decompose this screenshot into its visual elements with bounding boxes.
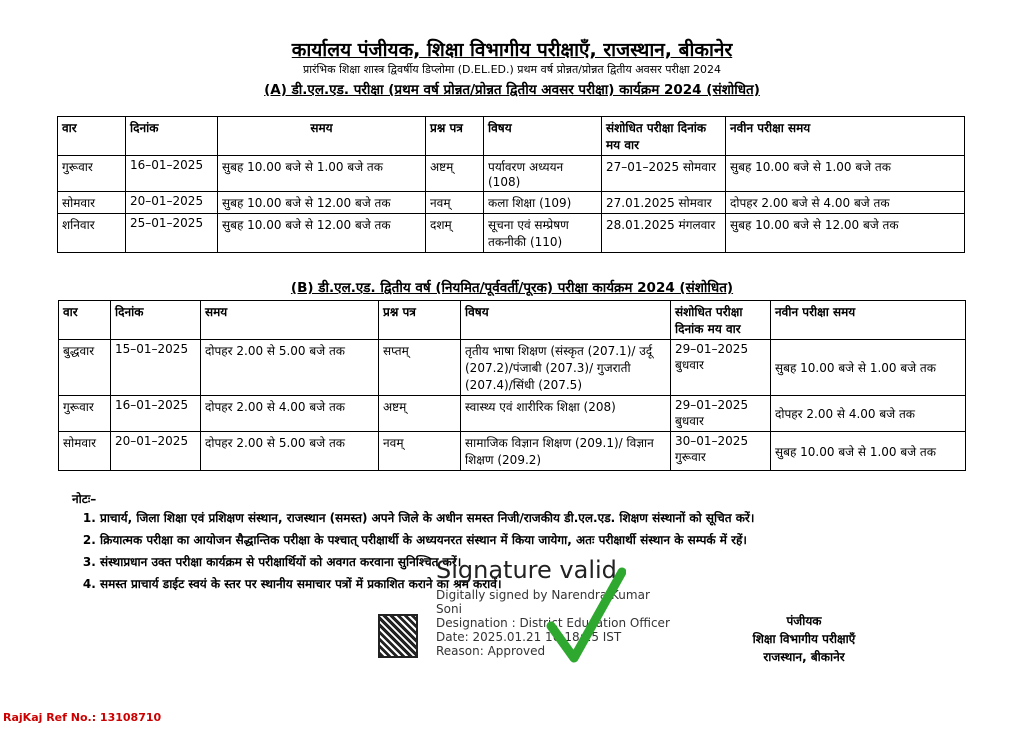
registrar-dept: शिक्षा विभागीय परीक्षाएँ [752, 632, 856, 646]
cell-time: सुबह 10.00 बजे से 12.00 बजे तक [218, 214, 426, 253]
signature-line: Date: 2025.01.21 10:18:25 IST [436, 630, 622, 644]
cell-day: सोमवार [58, 192, 126, 214]
cell-subject: कला शिक्षा (109) [484, 192, 602, 214]
cell-paper: अष्टम् [379, 396, 461, 432]
col-date: दिनांक [126, 117, 218, 156]
cell-paper: सप्तम् [379, 340, 461, 396]
section-a-heading: (A) डी.एल.एड. परीक्षा (प्रथम वर्ष प्रोन्नत/प्रोन्नत द्वितीय अवसर परीक्षा) कार्यक्रम 2024 (संशोधित) [264, 82, 760, 98]
cell-date: 25–01–2025 [126, 214, 218, 253]
table-row [59, 340, 966, 396]
table-header-row [59, 301, 966, 340]
cell-new-time: सुबह 10.00 बजे से 1.00 बजे तक [771, 340, 966, 396]
col-revised-date: संशोधित परीक्षा दिनांक मय वार [602, 117, 726, 156]
cell-revised-date: 29–01–2025 बुधवार [671, 396, 771, 432]
col-day: वार [59, 301, 111, 340]
cell-subject: स्वास्थ्य एवं शारीरिक शिक्षा (208) [461, 396, 671, 432]
cell-new-time: दोपहर 2.00 से 4.00 बजे तक [771, 396, 966, 432]
cell-date: 16–01–2025 [111, 396, 201, 432]
diploma-subtitle: प्रारंभिक शिक्षा शास्त्र द्विवर्षीय डिप्लोमा (D.EL.ED.) प्रथम वर्ष प्रोन्नत/प्रोन्नत द्वितीय अवसर परीक्षा 2024 [302, 63, 722, 76]
cell-new-time: सुबह 10.00 बजे से 1.00 बजे तक [771, 432, 966, 471]
col-date: दिनांक [111, 301, 201, 340]
cell-time: सुबह 10.00 बजे से 1.00 बजे तक [218, 156, 426, 192]
checkmark-icon [546, 566, 626, 666]
qr-code-icon [378, 614, 418, 658]
note-item: 2. क्रियात्मक परीक्षा का आयोजन सैद्धान्तिक परीक्षा के पश्चात् परीक्षार्थी के अध्ययनरत संस्थान में किया जायेगा, अतः परीक्षार्थी संस्थान के सम्पर्क में रहें। [100, 531, 972, 548]
table-row [59, 432, 966, 471]
table-header-row [58, 117, 965, 156]
cell-date: 16–01–2025 [126, 156, 218, 192]
signature-line: Reason: Approved [436, 644, 546, 658]
table-row [58, 156, 965, 192]
cell-time: दोपहर 2.00 से 5.00 बजे तक [201, 432, 379, 471]
cell-new-time: सुबह 10.00 बजे से 1.00 बजे तक [726, 156, 965, 192]
note-item: 4. समस्त प्राचार्य डाईट स्वयं के स्तर पर स्थानीय समाचार पत्रों में प्रकाशित कराने का श्रम करावें। [100, 575, 972, 592]
registrar-location: राजस्थान, बीकानेर [763, 650, 845, 664]
col-revised-date: संशोधित परीक्षा दिनांक मय वार [671, 301, 771, 340]
cell-revised-date: 27.01.2025 सोमवार [602, 192, 726, 214]
cell-revised-date: 27–01–2025 सोमवार [602, 156, 726, 192]
cell-paper: नवम् [426, 192, 484, 214]
cell-revised-date: 29–01–2025 बुधवार [671, 340, 771, 396]
col-time: समय [201, 301, 379, 340]
col-day: वार [58, 117, 126, 156]
table-row [58, 214, 965, 253]
col-paper: प्रश्न पत्र [426, 117, 484, 156]
col-subject: विषय [484, 117, 602, 156]
cell-time: सुबह 10.00 बजे से 12.00 बजे तक [218, 192, 426, 214]
cell-date: 20–01–2025 [126, 192, 218, 214]
signature-line: Digitally signed by Narendra Kumar [436, 588, 650, 602]
digital-signature [376, 556, 696, 666]
rajkaj-ref-number: RajKaj Ref No.: 13108710 [3, 711, 162, 724]
table-row [59, 396, 966, 432]
col-new-time: नवीन परीक्षा समय [726, 117, 965, 156]
cell-day: सोमवार [59, 432, 111, 471]
cell-subject: सूचना एवं सम्प्रेषण तकनीकी (110) [484, 214, 602, 253]
note-item: 1. प्राचार्य, जिला शिक्षा एवं प्रशिक्षण संस्थान, राजस्थान (समस्त) अपने जिले के अधीन समस्त निजी/राजकीय डी.एल.एड. शिक्षण संस्थानों को सूचित करें। [100, 509, 972, 526]
cell-time: दोपहर 2.00 से 5.00 बजे तक [201, 340, 379, 396]
cell-new-time: दोपहर 2.00 बजे से 4.00 बजे तक [726, 192, 965, 214]
signature-line: Soni [436, 602, 462, 616]
cell-new-time: सुबह 10.00 बजे से 12.00 बजे तक [726, 214, 965, 253]
cell-date: 20–01–2025 [111, 432, 201, 471]
cell-subject: सामाजिक विज्ञान शिक्षण (209.1)/ विज्ञान शिक्षण (209.2) [461, 432, 671, 471]
cell-day: गुरूवार [59, 396, 111, 432]
table-row [58, 192, 965, 214]
registrar-title: पंजीयक [786, 614, 822, 628]
cell-paper: नवम् [379, 432, 461, 471]
cell-day: शनिवार [58, 214, 126, 253]
cell-revised-date: 28.01.2025 मंगलवार [602, 214, 726, 253]
cell-paper: दशम् [426, 214, 484, 253]
signature-status: Signature valid [436, 556, 617, 584]
section-b-heading: (B) डी.एल.एड. द्वितीय वर्ष (नियमित/पूर्ववर्ती/पूरक) परीक्षा कार्यक्रम 2024 (संशोधित) [290, 280, 734, 296]
notes-label: नोटः– [72, 492, 97, 506]
registrar-block [724, 612, 884, 666]
cell-paper: अष्टम् [426, 156, 484, 192]
office-title: कार्यालय पंजीयक, शिक्षा विभागीय परीक्षाएँ, राजस्थान, बीकानेर [291, 39, 733, 61]
schedule-table-b [58, 300, 966, 471]
signature-line: Designation : District Education Officer [436, 616, 670, 630]
col-new-time: नवीन परीक्षा समय [771, 301, 966, 340]
cell-time: दोपहर 2.00 से 4.00 बजे तक [201, 396, 379, 432]
col-time: समय [218, 117, 426, 156]
cell-subject: तृतीय भाषा शिक्षण (संस्कृत (207.1)/ उर्दू (207.2)/पंजाबी (207.3)/ गुजराती (207.4)/सिंधी (207.5) [461, 340, 671, 396]
cell-date: 15–01–2025 [111, 340, 201, 396]
col-subject: विषय [461, 301, 671, 340]
cell-day: गुरूवार [58, 156, 126, 192]
cell-subject: पर्यावरण अध्ययन (108) [484, 156, 602, 192]
col-paper: प्रश्न पत्र [379, 301, 461, 340]
note-item: 3. संस्थाप्रधान उक्त परीक्षा कार्यक्रम से परीक्षार्थियों को अवगत करवाना सुनिश्चित करें। [100, 553, 972, 570]
cell-day: बुद्धवार [59, 340, 111, 396]
cell-revised-date: 30–01–2025 गुरूवार [671, 432, 771, 471]
schedule-table-a [57, 116, 965, 253]
